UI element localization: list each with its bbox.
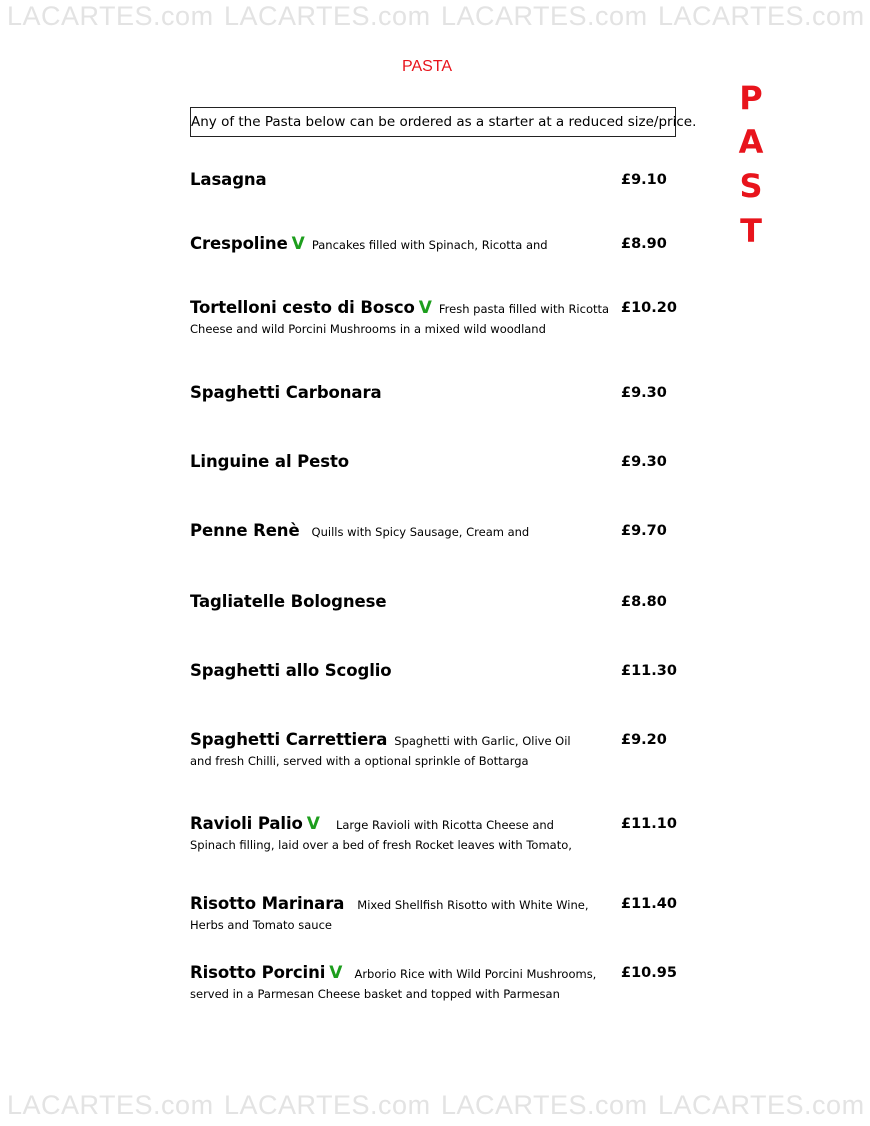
watermark-text: LACARTES.com <box>7 1090 214 1120</box>
item-description: Mixed Shellfish Risotto with White Wine, <box>357 898 589 912</box>
item-name: Risotto Marinara <box>190 894 345 913</box>
item-name: Ravioli Palio <box>190 814 303 833</box>
menu-item <box>190 660 690 682</box>
item-price: £10.95 <box>621 965 677 981</box>
item-price: £8.90 <box>621 236 667 252</box>
watermark-text: LACARTES.com <box>224 1 431 31</box>
item-price: £9.30 <box>621 454 667 470</box>
menu-item <box>190 813 690 853</box>
item-price: £11.30 <box>621 663 677 679</box>
watermark-text: LACARTES.com <box>224 1090 431 1120</box>
watermark-text: LACARTES.com <box>441 1090 648 1120</box>
menu-item <box>190 451 690 473</box>
item-description: Fresh pasta filled with Ricotta <box>438 302 610 316</box>
item-price: £9.30 <box>621 385 667 401</box>
item-name: Penne Renè <box>190 521 300 540</box>
item-name: Tortelloni cesto di Bosco <box>190 298 415 317</box>
menu-item <box>190 962 690 1002</box>
item-description: Arborio Rice with Wild Porcini Mushrooms, <box>354 967 597 981</box>
item-price: £11.40 <box>621 896 677 912</box>
item-name: Spaghetti Carrettiera <box>190 730 388 749</box>
item-name: Risotto Porcini <box>190 963 326 982</box>
item-description: Spaghetti with Garlic, Olive Oil <box>394 734 571 748</box>
item-name: Tagliatelle Bolognese <box>190 592 387 611</box>
watermark-text: LACARTES.com <box>658 1090 865 1120</box>
item-description: Large Ravioli with Ricotta Cheese and <box>335 818 554 832</box>
item-price: £8.80 <box>621 594 667 610</box>
item-name: Spaghetti Carbonara <box>190 383 382 402</box>
vegetarian-badge: V <box>329 963 343 983</box>
item-price: £10.20 <box>621 300 677 316</box>
item-price: £11.10 <box>621 816 677 832</box>
menu-item <box>190 382 690 404</box>
item-description-continued: served in a Parmesan Cheese basket and topped with Parmesan <box>190 987 560 1001</box>
side-letter: A <box>738 123 764 161</box>
side-letter: T <box>740 212 762 250</box>
item-name: Lasagna <box>190 170 267 189</box>
item-description-continued: Herbs and Tomato sauce <box>190 918 332 932</box>
watermark-text: LACARTES.com <box>441 1 648 31</box>
item-name: Spaghetti allo Scoglio <box>190 661 392 680</box>
side-letter: P <box>739 79 763 117</box>
menu-item <box>190 297 690 337</box>
item-price: £9.20 <box>621 732 667 748</box>
item-name: Linguine al Pesto <box>190 452 349 471</box>
starter-notice: Any of the Pasta below can be ordered as a starter at a reduced size/price. <box>190 107 676 137</box>
item-description: Pancakes filled with Spinach, Ricotta and <box>311 238 548 252</box>
menu-item <box>190 520 690 543</box>
vegetarian-badge: V <box>418 298 432 318</box>
watermark-top <box>0 1 870 37</box>
vegetarian-badge: V <box>291 234 305 254</box>
side-letter: S <box>739 167 763 205</box>
menu-item <box>190 233 690 256</box>
item-price: £9.10 <box>621 172 667 188</box>
item-price: £9.70 <box>621 523 667 539</box>
watermark-bottom <box>0 1090 870 1126</box>
watermark-text: LACARTES.com <box>658 1 865 31</box>
watermark-text: LACARTES.com <box>7 1 214 31</box>
page-title: PASTA <box>402 58 453 75</box>
menu-item <box>190 893 690 933</box>
item-description-continued: Cheese and wild Porcini Mushrooms in a mixed wild woodland <box>190 322 546 336</box>
vegetarian-badge: V <box>306 814 320 834</box>
menu-item <box>190 169 690 191</box>
menu-item <box>190 591 690 613</box>
item-description-continued: and fresh Chilli, served with a optional sprinkle of Bottarga <box>190 754 529 768</box>
item-name: Crespoline <box>190 234 288 253</box>
item-description: Quills with Spicy Sausage, Cream and <box>311 525 530 539</box>
item-description-continued: Spinach filling, laid over a bed of fresh Rocket leaves with Tomato, <box>190 838 572 852</box>
menu-item <box>190 729 690 769</box>
